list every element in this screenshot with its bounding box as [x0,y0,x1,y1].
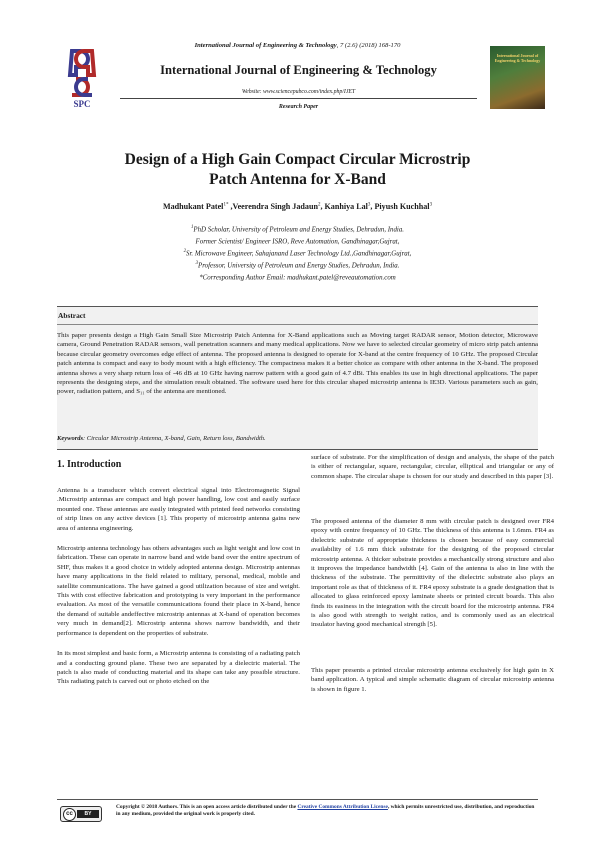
left-column [57,486,300,687]
research-type: Research Paper [278,104,319,110]
paragraph: In its most simplest and basic form, a Microstrip antenna is consisting of a radiating patch and a conducting ground plane. These two are separated by a dielectric material. The patch is also made of conducting material and its shape can take any possible structure. This radiating patch is carved out or photo etched on the [57,650,300,686]
abstract-heading: Abstract [58,311,86,320]
author: , Piyush Kuchhal [370,202,430,211]
svg-text:SPC: SPC [73,99,91,109]
header-divider [120,98,477,99]
paragraph: Microstrip antenna technology has others advantages such as light weight and low cost in fabrication. These can operate in narrow band and wide band over the entire spectrum of SHF, thus makes it a good choice in widely adopted antenna design. Microstrip antennas have many applications in the field related to military, personal, medical, mobile and satellite communications. The have gained a good utilization because of size and weight. This with cost effective fabrication and prototyping is very important in the performance evaluation. As most of the versatile communications found their place in X-band, hence the demand of suitable andeffective microstrip antennas at X-band of operation becomes very much in demand[2]. Microstrip antenna shows narrow bandwidth, and their performance is dependent on the properties of substrate. [57,545,300,637]
by-icon: BY [77,810,99,818]
journal-website[interactable]: Website: www.sciencepubco.com/index.php/IJET [241,89,356,95]
cc-license-icon[interactable] [60,806,102,822]
author: , Kanhiya Lal [320,202,368,211]
cover-title: International Journal of Engineering & Technology [494,53,541,63]
journal-cover-image [490,46,545,109]
affiliation: $^2$Sr. Microwave Engineer, Sahajanand Laser Technology Ltd.,Gandhinagar,Gujrat, [183,249,412,258]
right-column-paragraph-1: surface of substrate. For the simplification of design and analysis, the shape of the patch is either of rectangular, square, rectangular, circular, elliptical and triangular or any of common shape. The circular shape is chosen for our study and described in this paper [3]. [311,454,554,480]
spc-logo [58,47,106,109]
copyright-notice: Copyright © 2018 Authors. This is an open access article distributed under the Creative Commons Attribution License, which permits unrestricted use, distribution, and reproduction in any medium, provided the original work is properly cited. [116,804,535,818]
affiliation: $^3$Professor, University of Petroleum and Energy Studies, Dehradun, India. [195,261,400,270]
author: Madhukant Patel [162,202,224,211]
cc-license-link[interactable]: Creative Commons Attribution License [297,804,388,810]
journal-citation-line: International Journal of Engineering & Technology, 7 (2.6) (2018) 168-170 [194,42,401,49]
paragraph: Antenna is a transducer which convert electrical signal into Electromagnetic Signal .Microstrip antennas are compact and high power handling, low cost and easily surface mounted one. These antennas are easily integrated with printed feed networks consisting of strip lines on any active devices [1]. This property of microstrip antenna gains new area of antenna engineering. [57,487,300,532]
section-heading-introduction: 1. Introduction [57,459,122,470]
right-column-paragraph-2: The proposed antenna of the diameter 8 mm with circular patch is designed over FR4 epoxy with centre frequency of 10 GHz. The thickness of this antenna is 1.6mm. FR4 as dielectric substrate of appropriate thickness is chosen because of easy commercial availability of 1.6 mm thick substrate for the designing of the proposed circular microstrip antenna. A thicker substrate provides a mechanically strong structure and also it improves the impedance bandwidth [4]. Gain of the antenna is also in line with the thickness of the substrate. The permittivity of the dielectric substrate also plays an important role as that of thickness of it. FR4 epoxy substrate is a grade designation that is allocated to glass reinforced epoxy laminate sheets or printed circuit boards. This also finds its easiness in the integration with the circuit board for the microstrip antenna. FR4 is also good with strength to weight ratios, and is commonly used as an electrical insulator having good mechanical strength [5]. [311,518,554,629]
footer-divider [57,799,538,800]
right-column-paragraph-3: This paper presents a printed circular microstrip antenna exclusively for high gain in X band application. A typical and simple schematic diagram of circular microstrip antenna is shown in figure 1. [311,667,554,693]
corresponding-author-email: *Corresponding Author Email: madhukant.patel@reveautomation.com [199,274,396,282]
abstract-divider [57,324,538,325]
abstract-text: This paper presents design a High Gain Small Size Microstrip Patch Antenna for X-Band applications such as Moving target RADAR sensor, Motion detector, Microwave camera, Ground Penetration RADAR sensors, wall penetration scanners and many medical applications. Now we have to selected circular geometry of micro strip patch antenna because circular geometry overcomes edge effect of antenna. The proposed antenna is designed to operate for X-band at the centre frequency of 10 GHz. The proposed Circular patch antenna is compact and easy to body mount with a high efficiency. The compactness makes it a better choice as compare with other antenna in the X-band. The proposed antenna shows a very sharp return loss of -46 dB at 10 GHz having narrow pattern with a good gain of 4.7 dBi. This enables its use in high directional applications. The paper represents the designing steps, and the simulation result obtained. The software used here for this circular shaped microstrip antenna is IE3D. Various parameters such as gain, power, radiation pattern, and S₁₁ of the antenna are mentioned. [57,332,538,396]
affiliation: $^1$PhD Scholar, University of Petroleum and Energy Studies, Dehradun, India. [191,225,404,234]
affiliation: Former Scientist/ Engineer ISRO, Reve Automation, Gandhinagar,Gujrat, [195,238,400,246]
cc-icon: cc [63,808,76,821]
keywords: Keywords: Circular Microstrip Antenna, X-band, Gain, Return loss, Bandwidth. [57,435,266,442]
paper-title: Design of a High Gain Compact Circular Microstrip Patch Antenna for X-Band [124,151,471,188]
author-list: Madhukant Patel$^{1*}$ ,Veerendra Singh Jadaun$^2$, Kanhiya Lal$^3$, Piyush Kuchhal$^3$ [162,202,433,211]
author: ,Veerendra Singh Jadaun [228,202,318,211]
journal-title: International Journal of Engineering & Technology [160,63,437,77]
